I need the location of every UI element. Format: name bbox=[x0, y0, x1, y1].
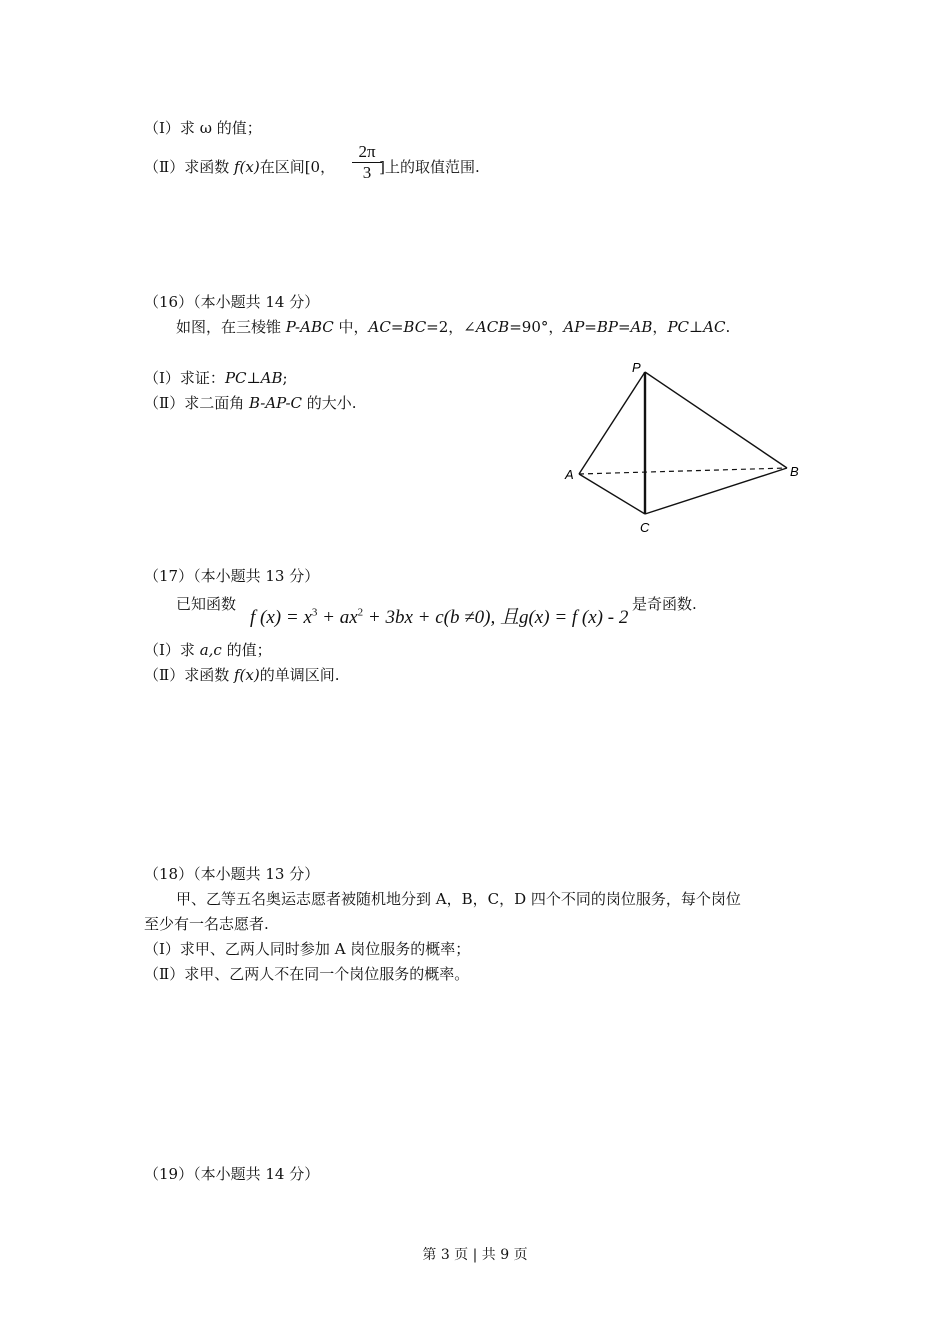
edge-pb bbox=[645, 372, 787, 468]
q16-header: （16）（本小题共 14 分） bbox=[144, 293, 320, 311]
q16-part1-a: （Ⅰ）求证： bbox=[144, 369, 225, 387]
q16-stem-d: 2，∠ bbox=[438, 318, 476, 336]
q18-part2: （Ⅱ）求甲、乙两人不在同一个岗位服务的概率。 bbox=[144, 965, 470, 983]
q16-part1-c: ⊥ bbox=[246, 369, 261, 387]
q18-header: （18）（本小题共 13 分） bbox=[144, 865, 320, 883]
q16-stem-i: PC bbox=[667, 318, 690, 336]
q17-part2-c: 的单调区间. bbox=[259, 666, 340, 684]
q15-part2-suffix: ]上的取值范围. bbox=[379, 158, 480, 176]
q16-stem-c: AC=BC= bbox=[368, 318, 439, 336]
q17-part1-a: （Ⅰ）求 bbox=[144, 641, 200, 659]
q17-stem-prefix: 已知函数 bbox=[176, 595, 237, 613]
q16-part1-b: PC bbox=[224, 369, 247, 387]
q16-stem-a: 如图，在三棱锥 bbox=[176, 318, 286, 336]
q16-stem-h: ， bbox=[652, 318, 668, 336]
fraction-numerator: 2π bbox=[358, 142, 376, 161]
q16-part2-c: 的大小. bbox=[302, 394, 357, 412]
q16-part2 bbox=[144, 393, 357, 413]
q15-part2 bbox=[144, 157, 480, 177]
eq-a: f (x) = x bbox=[250, 607, 312, 628]
q16-stem bbox=[176, 317, 730, 337]
q16-stem-g: AP=BP=AB bbox=[563, 318, 653, 336]
q16-part1 bbox=[144, 368, 288, 388]
q16-part2-a: （Ⅱ）求二面角 bbox=[144, 394, 249, 412]
q19-header: （19）（本小题共 14 分） bbox=[144, 1165, 320, 1183]
q17-part1-b: a,c bbox=[199, 641, 222, 659]
eq-sup2: 2 bbox=[357, 606, 364, 619]
q16-stem-l: . bbox=[725, 318, 731, 336]
label-p: P bbox=[632, 360, 641, 375]
q16-stem-b: 中， bbox=[333, 318, 369, 336]
label-a: A bbox=[565, 467, 574, 482]
q17-part1-c: 的值； bbox=[221, 641, 272, 659]
q17-header: （17）（本小题共 13 分） bbox=[144, 567, 320, 585]
q16-stem-f: =90°， bbox=[509, 318, 564, 336]
q15-fraction bbox=[348, 142, 386, 183]
q18-part1: （Ⅰ）求甲、乙两人同时参加 A 岗位服务的概率； bbox=[144, 940, 471, 958]
q18-stem-line1: 甲、乙等五名奥运志愿者被随机地分到 A，B，C，D 四个不同的岗位服务，每个岗位 bbox=[176, 890, 741, 908]
q18-stem-line2: 至少有一名志愿者. bbox=[144, 915, 269, 933]
edge-pa bbox=[579, 372, 645, 474]
q17-part2-b: f(x) bbox=[233, 666, 260, 684]
q16-stem-pabc: P-ABC bbox=[285, 318, 334, 336]
pyramid-figure bbox=[560, 355, 810, 540]
q15-part2-prefix: （Ⅱ）求函数 bbox=[144, 158, 234, 176]
q17-part2-a: （Ⅱ）求函数 bbox=[144, 666, 234, 684]
eq-b: + ax bbox=[317, 607, 358, 628]
label-b: B bbox=[790, 464, 799, 479]
q15-part1: （Ⅰ）求 ω 的值； bbox=[144, 119, 262, 137]
edge-bc bbox=[645, 468, 787, 514]
q17-stem-suffix: 是奇函数. bbox=[632, 595, 697, 613]
q15-part2-mid: 在区间[0， bbox=[259, 158, 336, 176]
q16-part1-e: ; bbox=[282, 369, 288, 387]
edge-ab-hidden bbox=[579, 468, 787, 474]
label-c: C bbox=[640, 520, 650, 535]
q16-stem-e: ACB bbox=[475, 318, 510, 336]
q17-equation bbox=[250, 602, 628, 629]
q16-stem-j: ⊥ bbox=[689, 318, 704, 336]
q15-fx: f(x) bbox=[233, 158, 260, 176]
fraction-denominator: 3 bbox=[362, 163, 372, 182]
q16-part2-b: B-AP-C bbox=[248, 394, 302, 412]
page-footer: 第 3 页 | 共 9 页 bbox=[422, 1247, 528, 1263]
edge-ac bbox=[579, 474, 645, 514]
q16-part1-d: AB bbox=[260, 369, 283, 387]
q16-stem-k: AC bbox=[703, 318, 726, 336]
eq-sup1: 3 bbox=[311, 606, 318, 619]
q17-part1 bbox=[144, 640, 272, 660]
q17-part2 bbox=[144, 665, 339, 685]
eq-c: + 3bx + c(b ≠0), 且g(x) = f (x) - 2 bbox=[363, 607, 629, 628]
